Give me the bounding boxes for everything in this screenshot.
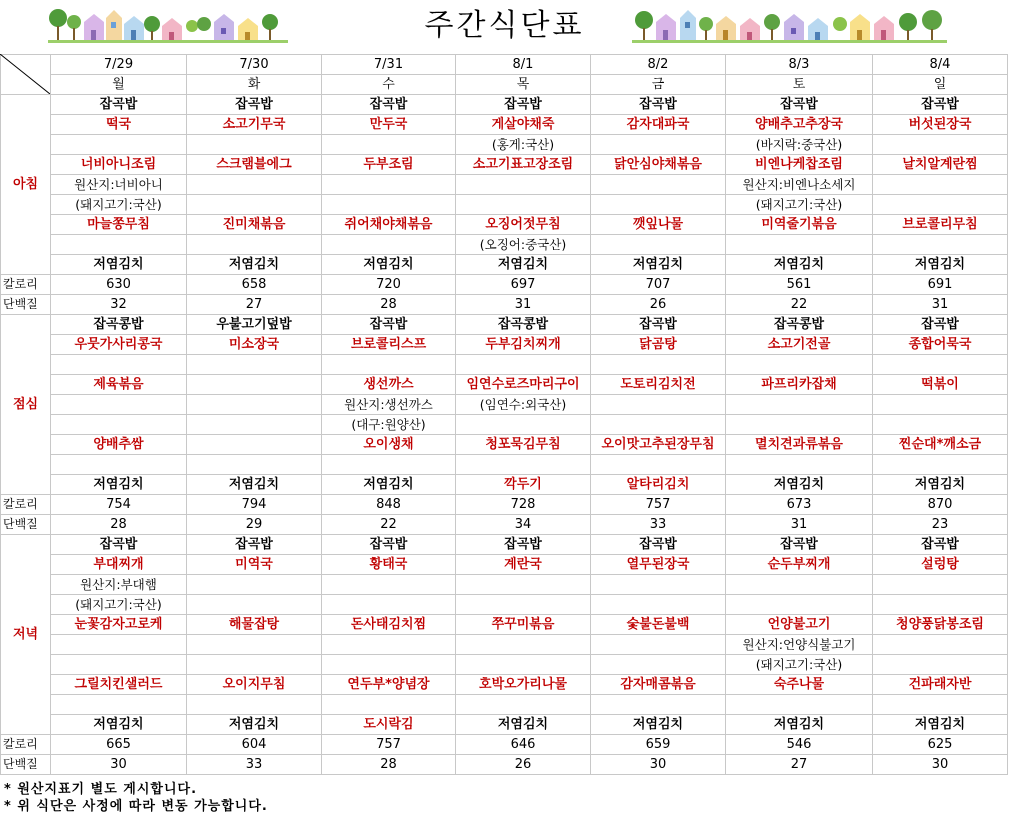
origin-note-cell: [726, 595, 873, 615]
origin-note-cell: [873, 135, 1008, 155]
header-corner-cell: [1, 55, 51, 95]
dish-cell: 소고기표고장조림: [456, 155, 591, 175]
protein-value: 23: [873, 515, 1008, 535]
dish-cell: 감자대파국: [591, 115, 726, 135]
dish-cell: 열무된장국: [591, 555, 726, 575]
dish-cell: 종합어묵국: [873, 335, 1008, 355]
dish-cell: 잡곡밥: [591, 315, 726, 335]
dish-cell: 저염김치: [322, 475, 456, 495]
origin-note-cell: [51, 635, 187, 655]
dish-cell: 저염김치: [456, 255, 591, 275]
origin-note-cell: [873, 635, 1008, 655]
dish-cell: 양배추고추장국: [726, 115, 873, 135]
dish-cell: 잡곡밥: [726, 95, 873, 115]
origin-note-cell: (홍게:국산): [456, 135, 591, 155]
calorie-value: 848: [322, 495, 456, 515]
dish-cell: 게살야채죽: [456, 115, 591, 135]
protein-value: 22: [322, 515, 456, 535]
dish-cell: 스크램블에그: [187, 155, 322, 175]
date-cell: 7/31: [322, 55, 456, 75]
dish-cell: 연두부*양념장: [322, 675, 456, 695]
calorie-value: 720: [322, 275, 456, 295]
origin-note-cell: [591, 655, 726, 675]
dish-cell: 떡볶이: [873, 375, 1008, 395]
origin-note-cell: [591, 235, 726, 255]
origin-note-cell: (돼지고기:국산): [51, 195, 187, 215]
origin-note-cell: [322, 355, 456, 375]
dish-cell: 만두국: [322, 115, 456, 135]
dish-cell: 잡곡밥: [322, 95, 456, 115]
calorie-value: 658: [187, 275, 322, 295]
dish-cell: 숙주나물: [726, 675, 873, 695]
dish-cell: 저염김치: [591, 715, 726, 735]
origin-note-cell: [726, 695, 873, 715]
dish-cell: 돈사태김치찜: [322, 615, 456, 635]
calorie-value: 604: [187, 735, 322, 755]
origin-note-cell: [873, 195, 1008, 215]
dish-cell: 잡곡밥: [456, 535, 591, 555]
origin-note-cell: [187, 655, 322, 675]
dish-cell: 닭안심야채볶음: [591, 155, 726, 175]
dish-cell: 저염김치: [187, 475, 322, 495]
weekday-cell: 금: [591, 75, 726, 95]
dish-cell: 그릴치킨샐러드: [51, 675, 187, 695]
dish-cell: 알타리김치: [591, 475, 726, 495]
dish-cell: 저염김치: [591, 255, 726, 275]
calorie-value: 659: [591, 735, 726, 755]
origin-note-cell: [873, 175, 1008, 195]
origin-note-cell: [591, 135, 726, 155]
dish-cell: 깻잎나물: [591, 215, 726, 235]
calorie-value: 625: [873, 735, 1008, 755]
origin-note-cell: [51, 355, 187, 375]
protein-value: 28: [51, 515, 187, 535]
origin-note-cell: [187, 355, 322, 375]
calorie-value: 697: [456, 275, 591, 295]
origin-note-cell: [51, 655, 187, 675]
protein-value: 31: [726, 515, 873, 535]
weekday-cell: 월: [51, 75, 187, 95]
dish-cell: 생선까스: [322, 375, 456, 395]
protein-value: 30: [873, 755, 1008, 775]
dish-cell: 부대찌개: [51, 555, 187, 575]
origin-note-cell: [187, 635, 322, 655]
origin-note-cell: [322, 135, 456, 155]
dish-cell: 임연수로즈마리구이: [456, 375, 591, 395]
dish-cell: 저염김치: [726, 475, 873, 495]
calorie-value: 870: [873, 495, 1008, 515]
origin-note-cell: [591, 455, 726, 475]
origin-note-cell: [591, 415, 726, 435]
dish-cell: 두부김치찌개: [456, 335, 591, 355]
dish-cell: 건파래자반: [873, 675, 1008, 695]
origin-note-cell: [187, 595, 322, 615]
dish-cell: 버섯된장국: [873, 115, 1008, 135]
dish-cell: 잡곡밥: [456, 95, 591, 115]
dish-cell: 날치알계란찜: [873, 155, 1008, 175]
meal-label: 아침: [1, 95, 51, 275]
origin-note-cell: 원산지:비엔나소세지: [726, 175, 873, 195]
dish-cell: 잡곡밥: [591, 535, 726, 555]
origin-note-cell: [187, 415, 322, 435]
dish-cell: 잡곡밥: [873, 315, 1008, 335]
dish-cell: 제육볶음: [51, 375, 187, 395]
origin-note-cell: [51, 695, 187, 715]
origin-note-cell: [726, 455, 873, 475]
dish-cell: 우뭇가사리콩국: [51, 335, 187, 355]
origin-note-cell: [322, 595, 456, 615]
origin-note-cell: [873, 575, 1008, 595]
calorie-value: 630: [51, 275, 187, 295]
date-cell: 8/2: [591, 55, 726, 75]
origin-note-cell: [456, 655, 591, 675]
origin-note-cell: [591, 195, 726, 215]
origin-note-cell: [873, 355, 1008, 375]
dish-cell: 닭곰탕: [591, 335, 726, 355]
origin-note-cell: [322, 655, 456, 675]
origin-note-cell: [873, 695, 1008, 715]
calorie-value: 665: [51, 735, 187, 755]
origin-note-cell: [51, 415, 187, 435]
origin-note-cell: [51, 235, 187, 255]
calorie-value: 691: [873, 275, 1008, 295]
origin-note-cell: [187, 455, 322, 475]
date-cell: 7/29: [51, 55, 187, 75]
dish-cell: 언양불고기: [726, 615, 873, 635]
calorie-label: 칼로리: [1, 495, 51, 515]
origin-note-cell: 원산지:생선까스: [322, 395, 456, 415]
dish-cell: 쭈꾸미볶음: [456, 615, 591, 635]
origin-note-cell: [322, 635, 456, 655]
dish-cell: 저염김치: [873, 255, 1008, 275]
origin-note-cell: [591, 355, 726, 375]
dish-cell: 저염김치: [51, 475, 187, 495]
dish-cell: 저염김치: [873, 715, 1008, 735]
dish-cell: 오이맛고추된장무침: [591, 435, 726, 455]
calorie-value: 707: [591, 275, 726, 295]
origin-note-cell: [322, 195, 456, 215]
dish-cell: 진미채볶음: [187, 215, 322, 235]
calorie-label: 칼로리: [1, 275, 51, 295]
origin-note-cell: [187, 235, 322, 255]
dish-cell: 잡곡콩밥: [456, 315, 591, 335]
protein-value: 33: [591, 515, 726, 535]
origin-note-cell: [456, 455, 591, 475]
protein-value: 27: [187, 295, 322, 315]
origin-note-cell: [187, 175, 322, 195]
origin-note-cell: [456, 595, 591, 615]
dish-cell: 잡곡콩밥: [726, 315, 873, 335]
protein-value: 33: [187, 755, 322, 775]
protein-label: 단백질: [1, 295, 51, 315]
origin-note-cell: [591, 575, 726, 595]
dish-cell: 잡곡밥: [51, 535, 187, 555]
dish-cell: 숯불돈불백: [591, 615, 726, 635]
dish-cell: 잡곡밥: [591, 95, 726, 115]
weekday-cell: 화: [187, 75, 322, 95]
origin-note-cell: [591, 695, 726, 715]
origin-note-cell: [456, 695, 591, 715]
origin-note-cell: [322, 575, 456, 595]
protein-label: 단백질: [1, 755, 51, 775]
weekday-cell: 토: [726, 75, 873, 95]
calorie-value: 754: [51, 495, 187, 515]
protein-value: 28: [322, 755, 456, 775]
origin-note-cell: [322, 455, 456, 475]
dish-cell: 감자매콤볶음: [591, 675, 726, 695]
origin-note-cell: [591, 595, 726, 615]
origin-note-cell: (대구:원양산): [322, 415, 456, 435]
calorie-label: 칼로리: [1, 735, 51, 755]
date-cell: 7/30: [187, 55, 322, 75]
origin-note-cell: (돼지고기:국산): [726, 655, 873, 675]
dish-cell: 미소장국: [187, 335, 322, 355]
protein-label: 단백질: [1, 515, 51, 535]
protein-value: 34: [456, 515, 591, 535]
origin-note-cell: 원산지:언양식불고기: [726, 635, 873, 655]
dish-cell: 저염김치: [187, 715, 322, 735]
dish-cell: 청포묵김무침: [456, 435, 591, 455]
dish-cell: 멸치견과류볶음: [726, 435, 873, 455]
origin-note-cell: [51, 455, 187, 475]
dish-cell: 잡곡밥: [322, 315, 456, 335]
dish-cell: [187, 375, 322, 395]
origin-note-cell: [322, 175, 456, 195]
dish-cell: 도토리김치전: [591, 375, 726, 395]
dish-cell: 오이지무침: [187, 675, 322, 695]
dish-cell: 순두부찌개: [726, 555, 873, 575]
dish-cell: 저염김치: [873, 475, 1008, 495]
dish-cell: 저염김치: [51, 255, 187, 275]
origin-note-cell: [726, 395, 873, 415]
origin-note-cell: (돼지고기:국산): [51, 595, 187, 615]
origin-note-cell: [322, 235, 456, 255]
weekly-menu-table: [0, 54, 1008, 775]
origin-note-cell: [456, 355, 591, 375]
dish-cell: 두부조림: [322, 155, 456, 175]
dish-cell: 너비아니조림: [51, 155, 187, 175]
date-cell: 8/1: [456, 55, 591, 75]
origin-note-cell: [187, 695, 322, 715]
origin-note-cell: [726, 355, 873, 375]
dish-cell: 잡곡밥: [187, 95, 322, 115]
meal-label: 저녁: [1, 535, 51, 735]
origin-note-cell: (오징어:중국산): [456, 235, 591, 255]
dish-cell: 도시락김: [322, 715, 456, 735]
origin-note-cell: [456, 415, 591, 435]
dish-cell: 깍두기: [456, 475, 591, 495]
origin-note-cell: [873, 455, 1008, 475]
protein-value: 31: [873, 295, 1008, 315]
weekday-cell: 목: [456, 75, 591, 95]
dish-cell: 저염김치: [51, 715, 187, 735]
dish-cell: 저염김치: [726, 255, 873, 275]
dish-cell: 찐순대*깨소금: [873, 435, 1008, 455]
origin-note-cell: [322, 695, 456, 715]
dish-cell: 오이생채: [322, 435, 456, 455]
origin-note-cell: [873, 595, 1008, 615]
page-header: [0, 0, 1009, 54]
origin-note-cell: 원산지:너비아니: [51, 175, 187, 195]
dish-cell: 소고기무국: [187, 115, 322, 135]
protein-value: 30: [591, 755, 726, 775]
dish-cell: 설렁탕: [873, 555, 1008, 575]
origin-note-cell: [51, 395, 187, 415]
protein-value: 32: [51, 295, 187, 315]
calorie-value: 728: [456, 495, 591, 515]
dish-cell: 해물잡탕: [187, 615, 322, 635]
dish-cell: 저염김치: [322, 255, 456, 275]
origin-note-cell: [591, 395, 726, 415]
dish-cell: 쥐어채야채볶음: [322, 215, 456, 235]
origin-note-cell: [873, 235, 1008, 255]
origin-note-cell: [51, 135, 187, 155]
origin-note-cell: [456, 175, 591, 195]
origin-note-cell: [456, 635, 591, 655]
origin-note-cell: [591, 635, 726, 655]
protein-value: 30: [51, 755, 187, 775]
meal-label: 점심: [1, 315, 51, 495]
calorie-value: 757: [591, 495, 726, 515]
origin-note-cell: [187, 575, 322, 595]
dish-cell: 청양풍닭봉조림: [873, 615, 1008, 635]
origin-note-cell: [726, 415, 873, 435]
dish-cell: 양배추쌈: [51, 435, 187, 455]
note-menu-change: * 위 식단은 사정에 따라 변동 가능합니다.: [4, 799, 268, 814]
dish-cell: 떡국: [51, 115, 187, 135]
dish-cell: 비엔나케찹조림: [726, 155, 873, 175]
dish-cell: 저염김치: [726, 715, 873, 735]
origin-note-cell: [591, 175, 726, 195]
origin-note-cell: [456, 575, 591, 595]
protein-value: 26: [456, 755, 591, 775]
dish-cell: [187, 435, 322, 455]
dish-cell: 파프리카잡채: [726, 375, 873, 395]
dish-cell: 저염김치: [187, 255, 322, 275]
weekday-cell: 일: [873, 75, 1008, 95]
dish-cell: 잡곡밥: [51, 95, 187, 115]
dish-cell: 호박오가리나물: [456, 675, 591, 695]
dish-cell: 마늘쫑무침: [51, 215, 187, 235]
dish-cell: 브로콜리무침: [873, 215, 1008, 235]
note-origin-posted: * 원산지표기 별도 게시합니다.: [4, 782, 198, 797]
calorie-value: 673: [726, 495, 873, 515]
origin-note-cell: 원산지:부대햄: [51, 575, 187, 595]
dish-cell: 잡곡밥: [873, 95, 1008, 115]
weekday-cell: 수: [322, 75, 456, 95]
origin-note-cell: [187, 135, 322, 155]
dish-cell: 오징어젓무침: [456, 215, 591, 235]
page-title: 주간식단표: [424, 8, 585, 43]
origin-note-cell: [726, 235, 873, 255]
dish-cell: 잡곡밥: [322, 535, 456, 555]
calorie-value: 794: [187, 495, 322, 515]
origin-note-cell: [456, 195, 591, 215]
dish-cell: 잡곡콩밥: [51, 315, 187, 335]
calorie-value: 546: [726, 735, 873, 755]
protein-value: 31: [456, 295, 591, 315]
dish-cell: 잡곡밥: [187, 535, 322, 555]
protein-value: 29: [187, 515, 322, 535]
calorie-value: 561: [726, 275, 873, 295]
dish-cell: 미역국: [187, 555, 322, 575]
origin-note-cell: [187, 395, 322, 415]
date-cell: 8/4: [873, 55, 1008, 75]
protein-value: 28: [322, 295, 456, 315]
dish-cell: 미역줄기볶음: [726, 215, 873, 235]
protein-value: 27: [726, 755, 873, 775]
dish-cell: 잡곡밥: [726, 535, 873, 555]
origin-note-cell: [873, 395, 1008, 415]
origin-note-cell: (바지락:중국산): [726, 135, 873, 155]
dish-cell: 우불고기덮밥: [187, 315, 322, 335]
origin-note-cell: [873, 415, 1008, 435]
dish-cell: 브로콜리스프: [322, 335, 456, 355]
origin-note-cell: [726, 575, 873, 595]
calorie-value: 646: [456, 735, 591, 755]
dish-cell: 잡곡밥: [873, 535, 1008, 555]
protein-value: 26: [591, 295, 726, 315]
origin-note-cell: (돼지고기:국산): [726, 195, 873, 215]
dish-cell: 계란국: [456, 555, 591, 575]
village-illustration-right: [632, 4, 947, 48]
origin-note-cell: [187, 195, 322, 215]
dish-cell: 저염김치: [456, 715, 591, 735]
date-cell: 8/3: [726, 55, 873, 75]
dish-cell: 황태국: [322, 555, 456, 575]
dish-cell: 소고기전골: [726, 335, 873, 355]
calorie-value: 757: [322, 735, 456, 755]
origin-note-cell: (임연수:외국산): [456, 395, 591, 415]
origin-note-cell: [873, 655, 1008, 675]
protein-value: 22: [726, 295, 873, 315]
dish-cell: 눈꽃감자고로케: [51, 615, 187, 635]
